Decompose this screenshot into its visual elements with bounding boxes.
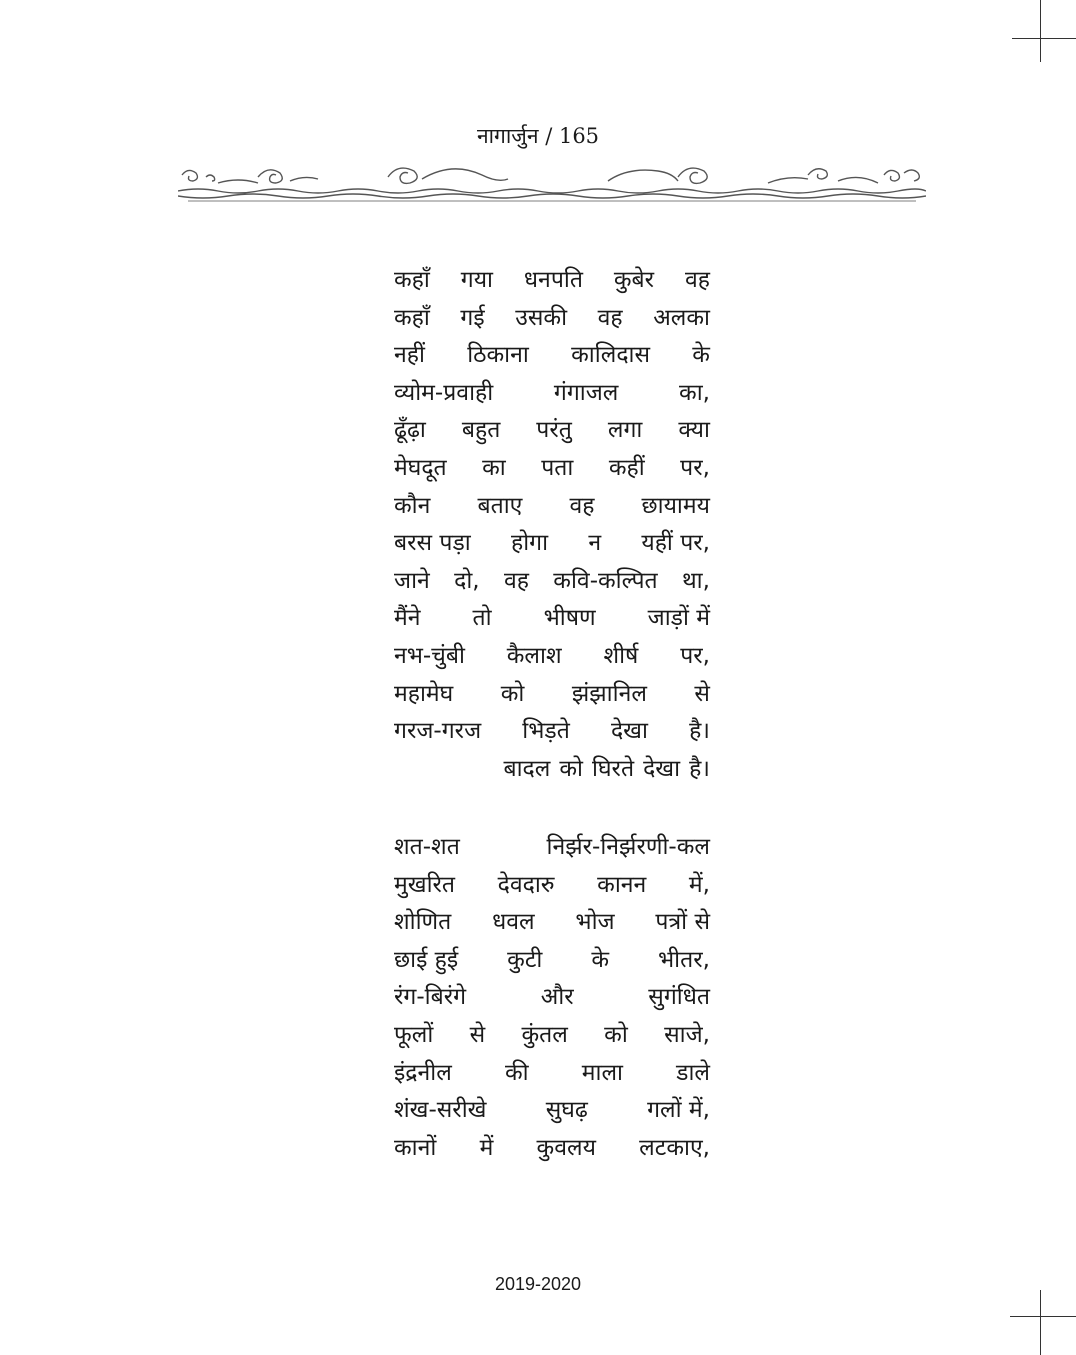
poem-word: कैलाश: [506, 642, 562, 669]
poem-line: [394, 450, 710, 488]
poem-word: भीतर,: [658, 946, 710, 973]
poem-word: वह: [684, 267, 710, 293]
poem-word: डाले: [676, 1059, 710, 1086]
poem-word: उसकी: [515, 304, 568, 331]
crop-mark-bottom-right: [1040, 1290, 1041, 1355]
poem-word: शत-शत: [394, 834, 460, 860]
poem-word: है।: [689, 755, 710, 782]
poem-word: बरस पड़ा: [394, 530, 471, 557]
poem-word: साजे,: [664, 1021, 710, 1048]
poem-word: लगा: [607, 417, 643, 444]
poem-word: में,: [688, 871, 710, 898]
poem-line: [394, 904, 710, 942]
poem-word: की: [504, 1059, 529, 1086]
poem-word: बताए: [477, 492, 523, 519]
poem-word: गरज-गरज: [394, 718, 482, 745]
poem-word: शोणित: [394, 909, 452, 936]
poem-word: देखा: [643, 755, 681, 782]
poem-word: कुंतल: [521, 1021, 568, 1048]
poem-word: घिरते: [592, 755, 635, 782]
poem-word: फूलों: [394, 1021, 434, 1048]
poem-word: मेघदूत: [394, 454, 447, 481]
poem-word: कहीं: [608, 454, 645, 481]
poem-word: कहाँ: [394, 267, 430, 293]
poem-word: से: [469, 1021, 486, 1048]
poem-word: दो,: [454, 567, 480, 594]
poem-word: शंख-सरीखे: [394, 1097, 487, 1124]
decorative-wave-border-icon: [178, 155, 926, 205]
poem-line: [394, 600, 710, 638]
crop-mark-top-right: [1040, 0, 1041, 62]
poem-line: [394, 638, 710, 676]
poem-word: छायामय: [641, 492, 710, 519]
poem-word: भीषण: [543, 605, 596, 632]
poem-word: भोज: [575, 909, 615, 936]
poem-word: धवल: [492, 909, 535, 936]
poem-word: बादल: [503, 755, 551, 782]
poem-word: वह: [597, 304, 623, 331]
poem-line: [394, 829, 710, 867]
poem-word: है।: [689, 718, 710, 745]
poem-word: में: [479, 1134, 494, 1161]
poem-word: देखा: [610, 718, 648, 745]
poem-word: तो: [472, 605, 492, 632]
poem-line: [394, 979, 710, 1017]
poem-word: इंद्रनील: [394, 1059, 452, 1086]
poem-line: [394, 1130, 710, 1168]
poem-word: यहीं पर,: [641, 530, 710, 557]
poem-line: [394, 676, 710, 714]
poem-word: गंगाजल: [553, 379, 619, 406]
poem-word: नभ-चुंबी: [394, 642, 465, 669]
poem-word: था,: [681, 567, 710, 594]
poem-word: सुघढ़: [545, 1097, 588, 1124]
poem-line: [394, 375, 710, 413]
poem-word: मैंने: [394, 605, 421, 632]
poem-word: कौन: [394, 492, 431, 519]
poem-word: कुवलय: [536, 1134, 596, 1161]
poem-word: का: [482, 454, 506, 481]
poem-word: माला: [581, 1059, 623, 1086]
poem-word: के: [591, 946, 610, 973]
poem-line: [394, 713, 710, 751]
poem-word: को: [559, 755, 583, 782]
poem-word: जाने: [394, 567, 430, 594]
poem-word: कानों: [394, 1134, 437, 1161]
poem-word: कुबेर: [613, 267, 655, 293]
poem-word: क्या: [678, 417, 710, 444]
poem-line: [394, 488, 710, 526]
poem-line: [394, 942, 710, 980]
crop-mark-bottom-right: [1010, 1316, 1076, 1317]
poem-word: लटकाए,: [639, 1134, 710, 1161]
crop-mark-top-right: [1012, 38, 1076, 39]
poem-stanza-1: [394, 262, 710, 788]
poem-word: से: [694, 680, 710, 707]
poem-word: देवदारु: [497, 871, 555, 898]
poem-word: होगा: [511, 530, 549, 557]
poem-line: [394, 867, 710, 905]
poem-word: को: [604, 1021, 628, 1048]
poem-word: ढूँढ़ा: [394, 417, 426, 444]
poem-word: धनपति: [523, 267, 583, 293]
poem-line: [394, 751, 710, 789]
poem-word: और: [540, 984, 574, 1011]
poem-word: व्योम-प्रवाही: [394, 379, 494, 406]
poem-word: गई: [460, 304, 485, 331]
poem-word: छाई हुई: [394, 946, 459, 973]
poem-line: [394, 337, 710, 375]
poem-word: कवि-कल्पित: [553, 567, 658, 594]
poem-line: [394, 563, 710, 601]
poem-word: जाड़ों में: [647, 605, 710, 632]
poem-word: गलों में,: [647, 1097, 710, 1124]
poem-line: [394, 1017, 710, 1055]
poem-word: पर,: [680, 642, 710, 669]
poem-word: पत्रों से: [655, 909, 710, 936]
poem-line: [394, 412, 710, 450]
poem-word: पर,: [680, 454, 710, 481]
poem-word: रंग-बिरंगे: [394, 984, 467, 1011]
poem-word: शीर्ष: [603, 642, 639, 669]
poem-line: [394, 1055, 710, 1093]
poem-word: वह: [569, 492, 595, 519]
poem-word: बहुत: [461, 417, 501, 444]
poem-word: नहीं: [394, 342, 425, 369]
poem-word: कहाँ: [394, 304, 430, 331]
poem-word: न: [588, 530, 602, 557]
poem-word: को: [500, 680, 525, 707]
poem-line: [394, 1092, 710, 1130]
poem-line: [394, 300, 710, 338]
running-title: नागार्जुन / 165: [476, 124, 600, 148]
poem-stanza-2: [394, 829, 710, 1167]
poem-word: मुखरित: [394, 871, 456, 898]
poem-word: कुटी: [507, 946, 543, 973]
poem-word: कालिदास: [571, 342, 651, 369]
poem-word: गया: [460, 267, 493, 293]
poem-word: के: [692, 342, 710, 369]
poem-line: [394, 262, 710, 300]
poem-word: वह: [503, 567, 529, 594]
poem-word: परंतु: [536, 417, 572, 444]
poem-line: [394, 525, 710, 563]
footer-year: 2019-2020: [494, 1274, 582, 1294]
poem-word: महामेघ: [394, 680, 454, 707]
poem-word: निर्झर-निर्झरणी-कल: [546, 834, 710, 860]
poem-word: पता: [541, 454, 574, 481]
poem-word: सुगंधित: [648, 984, 710, 1011]
poem-word: का,: [679, 379, 710, 406]
poem-word: झंझानिल: [571, 680, 647, 707]
poem-word: अलका: [653, 304, 710, 331]
poem-word: कानन: [597, 871, 647, 898]
poem-word: ठिकाना: [467, 342, 529, 369]
poem-word: भिड़ते: [522, 718, 570, 745]
